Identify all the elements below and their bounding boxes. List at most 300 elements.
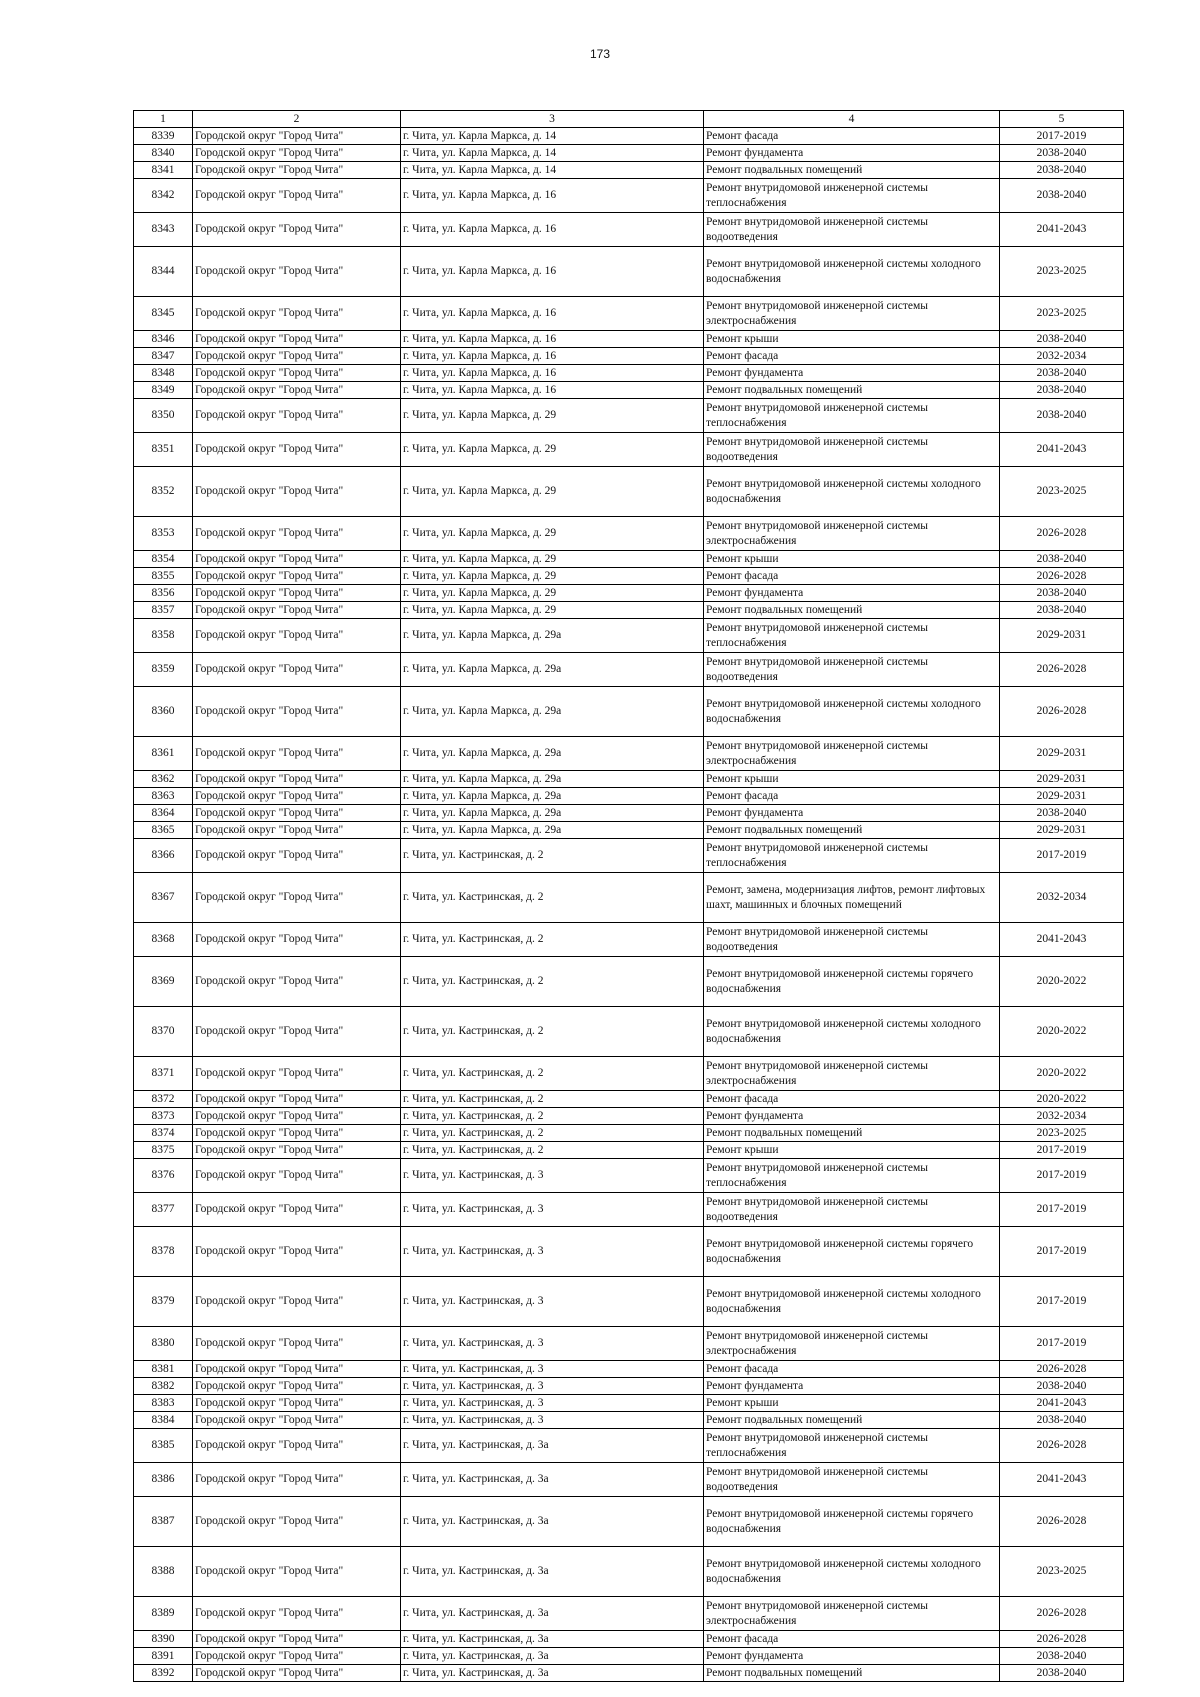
table-row	[134, 585, 1124, 602]
cell-period: 2032-2034	[1000, 873, 1124, 923]
table-row	[134, 1395, 1124, 1412]
cell-work-type: Ремонт крыши	[704, 1142, 1000, 1159]
cell-municipality: Городской округ "Город Чита"	[193, 1327, 401, 1361]
cell-row-number: 8376	[134, 1159, 193, 1193]
cell-work-type: Ремонт фундамента	[704, 585, 1000, 602]
cell-municipality: Городской округ "Город Чита"	[193, 839, 401, 873]
cell-address: г. Чита, ул. Кастринская, д. 2	[401, 1057, 704, 1091]
cell-municipality: Городской округ "Город Чита"	[193, 297, 401, 331]
cell-municipality: Городской округ "Город Чита"	[193, 585, 401, 602]
cell-work-type: Ремонт внутридомовой инженерной системы теплоснабжения	[704, 1429, 1000, 1463]
cell-period: 2038-2040	[1000, 162, 1124, 179]
table-body	[134, 128, 1124, 1682]
table-row	[134, 805, 1124, 822]
cell-period: 2017-2019	[1000, 1227, 1124, 1277]
cell-period: 2038-2040	[1000, 1412, 1124, 1429]
table-row	[134, 822, 1124, 839]
cell-period: 2023-2025	[1000, 297, 1124, 331]
cell-period: 2029-2031	[1000, 737, 1124, 771]
cell-work-type: Ремонт внутридомовой инженерной системы холодного водоснабжения	[704, 1007, 1000, 1057]
cell-municipality: Городской округ "Город Чита"	[193, 162, 401, 179]
cell-work-type: Ремонт внутридомовой инженерной системы теплоснабжения	[704, 179, 1000, 213]
cell-period: 2029-2031	[1000, 822, 1124, 839]
table-row	[134, 517, 1124, 551]
cell-period: 2041-2043	[1000, 433, 1124, 467]
cell-period: 2017-2019	[1000, 1159, 1124, 1193]
table-row	[134, 568, 1124, 585]
cell-row-number: 8354	[134, 551, 193, 568]
column-header-5: 5	[1000, 111, 1124, 128]
cell-row-number: 8346	[134, 331, 193, 348]
cell-municipality: Городской округ "Город Чита"	[193, 517, 401, 551]
cell-municipality: Городской округ "Город Чита"	[193, 1142, 401, 1159]
cell-row-number: 8391	[134, 1648, 193, 1665]
cell-municipality: Городской округ "Город Чита"	[193, 213, 401, 247]
cell-period: 2023-2025	[1000, 247, 1124, 297]
cell-period: 2026-2028	[1000, 1429, 1124, 1463]
cell-period: 2026-2028	[1000, 1361, 1124, 1378]
cell-row-number: 8381	[134, 1361, 193, 1378]
cell-row-number: 8362	[134, 771, 193, 788]
cell-address: г. Чита, ул. Карла Маркса, д. 29а	[401, 788, 704, 805]
cell-work-type: Ремонт фундамента	[704, 365, 1000, 382]
column-header-3: 3	[401, 111, 704, 128]
table-row	[134, 467, 1124, 517]
cell-row-number: 8351	[134, 433, 193, 467]
cell-period: 2017-2019	[1000, 1277, 1124, 1327]
cell-work-type: Ремонт фундамента	[704, 805, 1000, 822]
cell-municipality: Городской округ "Город Чита"	[193, 1429, 401, 1463]
cell-municipality: Городской округ "Город Чита"	[193, 1547, 401, 1597]
cell-work-type: Ремонт внутридомовой инженерной системы электроснабжения	[704, 1327, 1000, 1361]
cell-row-number: 8360	[134, 687, 193, 737]
cell-address: г. Чита, ул. Кастринская, д. 3	[401, 1327, 704, 1361]
cell-address: г. Чита, ул. Кастринская, д. 3а	[401, 1429, 704, 1463]
cell-row-number: 8357	[134, 602, 193, 619]
cell-work-type: Ремонт внутридомовой инженерной системы теплоснабжения	[704, 839, 1000, 873]
cell-address: г. Чита, ул. Кастринская, д. 2	[401, 839, 704, 873]
cell-address: г. Чита, ул. Карла Маркса, д. 29	[401, 568, 704, 585]
cell-work-type: Ремонт подвальных помещений	[704, 822, 1000, 839]
cell-address: г. Чита, ул. Кастринская, д. 3	[401, 1361, 704, 1378]
table-row	[134, 1057, 1124, 1091]
cell-period: 2026-2028	[1000, 568, 1124, 585]
table-row	[134, 737, 1124, 771]
cell-work-type: Ремонт внутридомовой инженерной системы электроснабжения	[704, 517, 1000, 551]
cell-address: г. Чита, ул. Карла Маркса, д. 29	[401, 399, 704, 433]
table-row	[134, 348, 1124, 365]
cell-period: 2041-2043	[1000, 1463, 1124, 1497]
cell-row-number: 8358	[134, 619, 193, 653]
table-row	[134, 1597, 1124, 1631]
cell-municipality: Городской округ "Город Чита"	[193, 365, 401, 382]
cell-period: 2017-2019	[1000, 1142, 1124, 1159]
table-row	[134, 399, 1124, 433]
cell-period: 2026-2028	[1000, 687, 1124, 737]
cell-row-number: 8353	[134, 517, 193, 551]
cell-row-number: 8343	[134, 213, 193, 247]
cell-row-number: 8380	[134, 1327, 193, 1361]
cell-work-type: Ремонт внутридомовой инженерной системы электроснабжения	[704, 1057, 1000, 1091]
cell-row-number: 8364	[134, 805, 193, 822]
cell-work-type: Ремонт внутридомовой инженерной системы горячего водоснабжения	[704, 1227, 1000, 1277]
cell-address: г. Чита, ул. Карла Маркса, д. 29	[401, 467, 704, 517]
cell-period: 2041-2043	[1000, 213, 1124, 247]
table-row	[134, 602, 1124, 619]
cell-municipality: Городской округ "Город Чита"	[193, 1412, 401, 1429]
cell-period: 2029-2031	[1000, 788, 1124, 805]
cell-row-number: 8374	[134, 1125, 193, 1142]
cell-municipality: Городской округ "Город Чита"	[193, 1007, 401, 1057]
cell-period: 2020-2022	[1000, 1007, 1124, 1057]
cell-municipality: Городской округ "Город Чита"	[193, 619, 401, 653]
cell-municipality: Городской округ "Город Чита"	[193, 1378, 401, 1395]
cell-work-type: Ремонт фасада	[704, 1361, 1000, 1378]
cell-row-number: 8340	[134, 145, 193, 162]
table-row	[134, 145, 1124, 162]
cell-municipality: Городской округ "Город Чита"	[193, 957, 401, 1007]
cell-row-number: 8344	[134, 247, 193, 297]
cell-work-type: Ремонт внутридомовой инженерной системы электроснабжения	[704, 737, 1000, 771]
cell-period: 2041-2043	[1000, 923, 1124, 957]
cell-address: г. Чита, ул. Карла Маркса, д. 29	[401, 433, 704, 467]
table-row	[134, 1631, 1124, 1648]
cell-address: г. Чита, ул. Карла Маркса, д. 16	[401, 247, 704, 297]
cell-work-type: Ремонт внутридомовой инженерной системы водоотведения	[704, 1193, 1000, 1227]
cell-period: 2032-2034	[1000, 348, 1124, 365]
cell-row-number: 8373	[134, 1108, 193, 1125]
table-row	[134, 247, 1124, 297]
cell-work-type: Ремонт внутридомовой инженерной системы горячего водоснабжения	[704, 1497, 1000, 1547]
cell-address: г. Чита, ул. Карла Маркса, д. 16	[401, 365, 704, 382]
cell-address: г. Чита, ул. Кастринская, д. 3	[401, 1412, 704, 1429]
cell-period: 2020-2022	[1000, 1057, 1124, 1091]
cell-work-type: Ремонт внутридомовой инженерной системы холодного водоснабжения	[704, 467, 1000, 517]
cell-address: г. Чита, ул. Карла Маркса, д. 14	[401, 128, 704, 145]
cell-work-type: Ремонт внутридомовой инженерной системы водоотведения	[704, 433, 1000, 467]
cell-row-number: 8377	[134, 1193, 193, 1227]
table-row	[134, 957, 1124, 1007]
cell-municipality: Городской округ "Город Чита"	[193, 1159, 401, 1193]
cell-work-type: Ремонт подвальных помещений	[704, 1665, 1000, 1682]
table-row	[134, 128, 1124, 145]
column-header-2: 2	[193, 111, 401, 128]
cell-period: 2026-2028	[1000, 1497, 1124, 1547]
cell-address: г. Чита, ул. Карла Маркса, д. 29а	[401, 771, 704, 788]
cell-period: 2017-2019	[1000, 128, 1124, 145]
table-row	[134, 619, 1124, 653]
table-header	[134, 111, 1124, 128]
table-row	[134, 1665, 1124, 1682]
table-row	[134, 382, 1124, 399]
cell-address: г. Чита, ул. Кастринская, д. 2	[401, 1125, 704, 1142]
cell-period: 2020-2022	[1000, 957, 1124, 1007]
cell-address: г. Чита, ул. Карла Маркса, д. 29а	[401, 822, 704, 839]
cell-municipality: Городской округ "Город Чита"	[193, 179, 401, 213]
cell-address: г. Чита, ул. Карла Маркса, д. 29	[401, 551, 704, 568]
cell-address: г. Чита, ул. Кастринская, д. 2	[401, 1007, 704, 1057]
table-row	[134, 1648, 1124, 1665]
cell-work-type: Ремонт внутридомовой инженерной системы холодного водоснабжения	[704, 247, 1000, 297]
cell-work-type: Ремонт внутридомовой инженерной системы водоотведения	[704, 1463, 1000, 1497]
cell-address: г. Чита, ул. Карла Маркса, д. 16	[401, 382, 704, 399]
cell-address: г. Чита, ул. Кастринская, д. 3а	[401, 1497, 704, 1547]
table-row	[134, 1327, 1124, 1361]
cell-period: 2038-2040	[1000, 179, 1124, 213]
cell-address: г. Чита, ул. Карла Маркса, д. 16	[401, 179, 704, 213]
cell-period: 2023-2025	[1000, 1125, 1124, 1142]
cell-municipality: Городской округ "Город Чита"	[193, 551, 401, 568]
table-row	[134, 1361, 1124, 1378]
cell-work-type: Ремонт внутридомовой инженерной системы водоотведения	[704, 923, 1000, 957]
cell-municipality: Городской округ "Город Чита"	[193, 602, 401, 619]
cell-work-type: Ремонт крыши	[704, 1395, 1000, 1412]
cell-row-number: 8368	[134, 923, 193, 957]
table-row	[134, 771, 1124, 788]
cell-address: г. Чита, ул. Кастринская, д. 2	[401, 1091, 704, 1108]
cell-address: г. Чита, ул. Карла Маркса, д. 29а	[401, 653, 704, 687]
cell-address: г. Чита, ул. Кастринская, д. 3	[401, 1378, 704, 1395]
cell-municipality: Городской округ "Город Чита"	[193, 1463, 401, 1497]
cell-row-number: 8359	[134, 653, 193, 687]
cell-row-number: 8348	[134, 365, 193, 382]
table-row	[134, 1125, 1124, 1142]
cell-municipality: Городской округ "Город Чита"	[193, 145, 401, 162]
cell-work-type: Ремонт крыши	[704, 771, 1000, 788]
table-row	[134, 213, 1124, 247]
cell-period: 2038-2040	[1000, 551, 1124, 568]
cell-municipality: Городской округ "Город Чита"	[193, 1277, 401, 1327]
cell-municipality: Городской округ "Город Чита"	[193, 653, 401, 687]
cell-work-type: Ремонт внутридомовой инженерной системы холодного водоснабжения	[704, 1547, 1000, 1597]
cell-row-number: 8355	[134, 568, 193, 585]
table-row	[134, 179, 1124, 213]
column-header-4: 4	[704, 111, 1000, 128]
table-row	[134, 788, 1124, 805]
cell-work-type: Ремонт внутридомовой инженерной системы электроснабжения	[704, 297, 1000, 331]
cell-row-number: 8366	[134, 839, 193, 873]
cell-row-number: 8392	[134, 1665, 193, 1682]
cell-work-type: Ремонт внутридомовой инженерной системы теплоснабжения	[704, 619, 1000, 653]
cell-work-type: Ремонт крыши	[704, 331, 1000, 348]
cell-work-type: Ремонт фундамента	[704, 1648, 1000, 1665]
cell-municipality: Городской округ "Город Чита"	[193, 873, 401, 923]
cell-work-type: Ремонт подвальных помещений	[704, 382, 1000, 399]
cell-row-number: 8383	[134, 1395, 193, 1412]
cell-period: 2038-2040	[1000, 1665, 1124, 1682]
cell-row-number: 8350	[134, 399, 193, 433]
cell-address: г. Чита, ул. Кастринская, д. 2	[401, 923, 704, 957]
cell-period: 2038-2040	[1000, 805, 1124, 822]
cell-municipality: Городской округ "Город Чита"	[193, 805, 401, 822]
table-row	[134, 1091, 1124, 1108]
cell-work-type: Ремонт фундамента	[704, 145, 1000, 162]
cell-address: г. Чита, ул. Карла Маркса, д. 29а	[401, 619, 704, 653]
cell-municipality: Городской округ "Город Чита"	[193, 687, 401, 737]
cell-work-type: Ремонт внутридомовой инженерной системы электроснабжения	[704, 1597, 1000, 1631]
table-row	[134, 162, 1124, 179]
cell-address: г. Чита, ул. Карла Маркса, д. 29а	[401, 737, 704, 771]
cell-municipality: Городской округ "Город Чита"	[193, 348, 401, 365]
cell-address: г. Чита, ул. Кастринская, д. 3а	[401, 1463, 704, 1497]
cell-row-number: 8371	[134, 1057, 193, 1091]
cell-row-number: 8361	[134, 737, 193, 771]
cell-address: г. Чита, ул. Кастринская, д. 3а	[401, 1648, 704, 1665]
cell-row-number: 8379	[134, 1277, 193, 1327]
table-row	[134, 1412, 1124, 1429]
cell-municipality: Городской округ "Город Чита"	[193, 1665, 401, 1682]
cell-work-type: Ремонт фасада	[704, 1091, 1000, 1108]
table-row	[134, 1227, 1124, 1277]
cell-address: г. Чита, ул. Кастринская, д. 2	[401, 1142, 704, 1159]
table-row	[134, 1193, 1124, 1227]
cell-period: 2029-2031	[1000, 619, 1124, 653]
cell-period: 2038-2040	[1000, 382, 1124, 399]
cell-address: г. Чита, ул. Карла Маркса, д. 16	[401, 331, 704, 348]
cell-work-type: Ремонт фасада	[704, 348, 1000, 365]
cell-municipality: Городской округ "Город Чита"	[193, 923, 401, 957]
cell-address: г. Чита, ул. Кастринская, д. 3	[401, 1159, 704, 1193]
cell-period: 2041-2043	[1000, 1395, 1124, 1412]
cell-row-number: 8345	[134, 297, 193, 331]
cell-work-type: Ремонт крыши	[704, 551, 1000, 568]
table-row	[134, 331, 1124, 348]
cell-work-type: Ремонт фасада	[704, 568, 1000, 585]
cell-row-number: 8369	[134, 957, 193, 1007]
table-row	[134, 1497, 1124, 1547]
page-number: 173	[589, 47, 611, 61]
cell-period: 2026-2028	[1000, 1597, 1124, 1631]
cell-address: г. Чита, ул. Кастринская, д. 2	[401, 1108, 704, 1125]
cell-period: 2038-2040	[1000, 602, 1124, 619]
table-row	[134, 1547, 1124, 1597]
cell-row-number: 8390	[134, 1631, 193, 1648]
table-row	[134, 1108, 1124, 1125]
cell-row-number: 8365	[134, 822, 193, 839]
table-row	[134, 1007, 1124, 1057]
cell-row-number: 8372	[134, 1091, 193, 1108]
cell-row-number: 8385	[134, 1429, 193, 1463]
cell-address: г. Чита, ул. Кастринская, д. 3	[401, 1227, 704, 1277]
cell-row-number: 8388	[134, 1547, 193, 1597]
cell-row-number: 8356	[134, 585, 193, 602]
cell-municipality: Городской округ "Город Чита"	[193, 1631, 401, 1648]
cell-municipality: Городской округ "Город Чита"	[193, 1108, 401, 1125]
table-row	[134, 687, 1124, 737]
cell-municipality: Городской округ "Город Чита"	[193, 247, 401, 297]
cell-municipality: Городской округ "Город Чита"	[193, 1597, 401, 1631]
cell-address: г. Чита, ул. Карла Маркса, д. 16	[401, 297, 704, 331]
cell-municipality: Городской округ "Город Чита"	[193, 467, 401, 517]
cell-row-number: 8349	[134, 382, 193, 399]
cell-row-number: 8384	[134, 1412, 193, 1429]
cell-municipality: Городской округ "Город Чита"	[193, 1125, 401, 1142]
table-row	[134, 1277, 1124, 1327]
cell-address: г. Чита, ул. Кастринская, д. 2	[401, 873, 704, 923]
cell-municipality: Городской округ "Город Чита"	[193, 1497, 401, 1547]
cell-period: 2032-2034	[1000, 1108, 1124, 1125]
cell-address: г. Чита, ул. Кастринская, д. 3а	[401, 1665, 704, 1682]
table-row	[134, 1463, 1124, 1497]
table-row	[134, 1378, 1124, 1395]
table-row	[134, 433, 1124, 467]
cell-municipality: Городской округ "Город Чита"	[193, 1193, 401, 1227]
cell-row-number: 8347	[134, 348, 193, 365]
cell-period: 2038-2040	[1000, 365, 1124, 382]
cell-municipality: Городской округ "Город Чита"	[193, 1227, 401, 1277]
cell-municipality: Городской округ "Город Чита"	[193, 788, 401, 805]
cell-address: г. Чита, ул. Карла Маркса, д. 29	[401, 585, 704, 602]
cell-work-type: Ремонт фасада	[704, 1631, 1000, 1648]
cell-period: 2026-2028	[1000, 517, 1124, 551]
table-row	[134, 1429, 1124, 1463]
cell-row-number: 8367	[134, 873, 193, 923]
cell-address: г. Чита, ул. Кастринская, д. 3	[401, 1277, 704, 1327]
cell-municipality: Городской округ "Город Чита"	[193, 1648, 401, 1665]
cell-work-type: Ремонт внутридомовой инженерной системы водоотведения	[704, 213, 1000, 247]
cell-period: 2038-2040	[1000, 1648, 1124, 1665]
cell-period: 2017-2019	[1000, 1327, 1124, 1361]
cell-period: 2038-2040	[1000, 1378, 1124, 1395]
table-row	[134, 551, 1124, 568]
table-row	[134, 873, 1124, 923]
cell-municipality: Городской округ "Город Чита"	[193, 128, 401, 145]
cell-address: г. Чита, ул. Карла Маркса, д. 16	[401, 348, 704, 365]
cell-address: г. Чита, ул. Кастринская, д. 3а	[401, 1631, 704, 1648]
table-row	[134, 365, 1124, 382]
cell-municipality: Городской округ "Город Чита"	[193, 568, 401, 585]
cell-period: 2038-2040	[1000, 331, 1124, 348]
cell-period: 2026-2028	[1000, 653, 1124, 687]
cell-address: г. Чита, ул. Кастринская, д. 2	[401, 957, 704, 1007]
cell-work-type: Ремонт фасада	[704, 788, 1000, 805]
cell-municipality: Городской округ "Город Чита"	[193, 1395, 401, 1412]
cell-row-number: 8341	[134, 162, 193, 179]
cell-period: 2038-2040	[1000, 399, 1124, 433]
cell-municipality: Городской округ "Город Чита"	[193, 1057, 401, 1091]
cell-address: г. Чита, ул. Кастринская, д. 3а	[401, 1597, 704, 1631]
cell-work-type: Ремонт подвальных помещений	[704, 1125, 1000, 1142]
cell-work-type: Ремонт подвальных помещений	[704, 162, 1000, 179]
table-row	[134, 923, 1124, 957]
cell-work-type: Ремонт внутридомовой инженерной системы горячего водоснабжения	[704, 957, 1000, 1007]
cell-row-number: 8389	[134, 1597, 193, 1631]
cell-period: 2026-2028	[1000, 1631, 1124, 1648]
cell-municipality: Городской округ "Город Чита"	[193, 399, 401, 433]
cell-address: г. Чита, ул. Кастринская, д. 3	[401, 1395, 704, 1412]
cell-period: 2038-2040	[1000, 145, 1124, 162]
cell-work-type: Ремонт подвальных помещений	[704, 1412, 1000, 1429]
cell-row-number: 8387	[134, 1497, 193, 1547]
cell-period: 2017-2019	[1000, 1193, 1124, 1227]
table-row	[134, 653, 1124, 687]
cell-municipality: Городской округ "Город Чита"	[193, 771, 401, 788]
table-row	[134, 839, 1124, 873]
cell-row-number: 8339	[134, 128, 193, 145]
cell-work-type: Ремонт внутридомовой инженерной системы теплоснабжения	[704, 1159, 1000, 1193]
cell-municipality: Городской округ "Город Чита"	[193, 433, 401, 467]
cell-address: г. Чита, ул. Карла Маркса, д. 29а	[401, 805, 704, 822]
cell-work-type: Ремонт внутридомовой инженерной системы водоотведения	[704, 653, 1000, 687]
cell-municipality: Городской округ "Город Чита"	[193, 737, 401, 771]
cell-work-type: Ремонт фундамента	[704, 1378, 1000, 1395]
cell-work-type: Ремонт фундамента	[704, 1108, 1000, 1125]
cell-period: 2020-2022	[1000, 1091, 1124, 1108]
cell-municipality: Городской округ "Город Чита"	[193, 382, 401, 399]
table-row	[134, 297, 1124, 331]
cell-period: 2038-2040	[1000, 585, 1124, 602]
cell-address: г. Чита, ул. Кастринская, д. 3а	[401, 1547, 704, 1597]
